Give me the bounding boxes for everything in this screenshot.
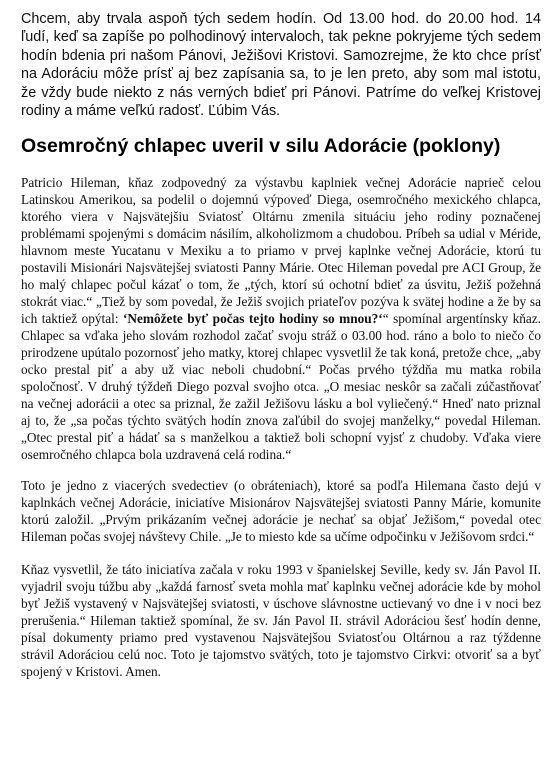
paragraph-1-text-b: “ spomínal argentínsky kňaz. Chlapec sa vďaka jeho slovám rozhodol začať svoju stráž o 03.00 hod. ráno a bolo to niečo čo prirodzene upútalo pozornosť jeho matky, ktorej chlapec vysvetlil že tak koná, pretože chce, „aby ocko prestal piť a aby už viac neboli chudobní.“ Počas prvého týždňa mu matka robila spoločnosť. V druhý týždeň Diego pozval svojho otca. „O mesiac neskôr sa začali zúčastňovať na večnej adorácii a otec sa priznal, že zažil Ježišovu lásku a bol vyliečený.“ Hneď nato priznal aj to, že „sa počas týchto svätých hodín znova zaľúbil do svojej manželky,“ povedal Hileman. „Otec prestal piť a hádať sa s manželkou a taktiež boli schopní vyjsť z chudoby. Vďaka viere osemročného chlapca bola uzdravená celá rodina.“ — [21, 311, 541, 462]
article-title: Osemročný chlapec uveril v silu Adorácie (poklony) — [21, 135, 501, 158]
intro-paragraph: Chcem, aby trvala aspoň tých sedem hodín. Od 13.00 hod. do 20.00 hod. 14 ľudí, keď sa zapíše po polhodinový intervaloch, tak pekne pokryjeme tých sedem hodín bdenia pri našom Pánovi, Ježišovi Kristovi. Samozrejme, že kto chce prísť na Adoráciu môže prísť aj bez zapísania sa, to je len preto, aby som mal istotu, že vždy bude niekto z nás verných bdieť pri Pánovi. Patríme do veľkej Kristovej rodiny a máme veľkú radosť. Ľúbim Vás. — [21, 11, 541, 120]
document-page — [21, 10, 541, 681]
article-paragraph-1 — [21, 175, 541, 463]
article-paragraph-2: Toto je jedno z viacerých svedectiev (o obráteniach), ktoré sa podľa Hilemana často dejú v kaplnkách večnej Adorácie, iniciatíve Misionárov Najsvätejšej sviatosti Panny Márie, komunite ktorú založil. „Prvým prikázaním večnej adorácie je nechať sa objať Ježišom,“ povedal otec Hileman počas svojej návštevy Chile. „Je to miesto kde sa učíme odpočinku v Ježišovom srdci.“ — [21, 477, 541, 544]
paragraph-1-text-a: Patricio Hileman, kňaz zodpovedný za výstavbu kaplniek večnej Adorácie naprieč celou Latinskou Amerikou, sa podelil o dojemnú výpoveď Diega, osemročného mexického chlapca, ktorého viera v Najsvätejšiu Sviatosť Oltárnu zmenila situáciu jeho rodiny poznačenej problémami spojenými s domácim násilím, alkoholizmom a chudobou. Príbeh sa udial v Méride, hlavnom meste Yucatanu v Mexiku a to priamo v prvej kaplnke večnej Adorácie, ktorú tu postavili Misionári Najsvätejšej sviatosti Panny Márie. Otec Hileman povedal pre ACI Group, že ho malý chlapec počul kázať o tom, že „tých, ktorí sú ochotní bdieť za úsvitu, Ježiš požehná stokrát viac.“ „Tiež by som povedal, že Ježiš svojich priateľov pozýva k svätej hodine a že by sa ich taktiež opýtal: — [21, 175, 541, 327]
article-paragraph-3: Kňaz vysvetlil, že táto iniciatíva začala v roku 1993 v španielskej Seville, kedy sv. Ján Pavol II. vyjadril svoju túžbu aby „každá farnosť sveta mohla mať kaplnku večnej adorácie kde by mohol byť Ježiš vystavený v Najsvätejšej sviatosti, v úschove slávnostne uctievaný vo dne i v noci bez prerušenia.“ Hileman taktiež spomínal, že sv. Ján Pavol II. strávil Adoráciou šesť hodín denne, písal dokumenty priamo pred vystavenou Najsvätejšou Sviatosťou Oltárnou a raz týždenne strávil Adoráciou celú noc. Toto je tajomstvo svätých, toto je tajomstvo Cirkvi: otvoriť sa a byť spojený v Kristovi. Amen. — [21, 562, 541, 680]
paragraph-1-bold-quote: ‘Nemôžete byť počas tejto hodiny so mnou?‘ — [123, 311, 383, 327]
